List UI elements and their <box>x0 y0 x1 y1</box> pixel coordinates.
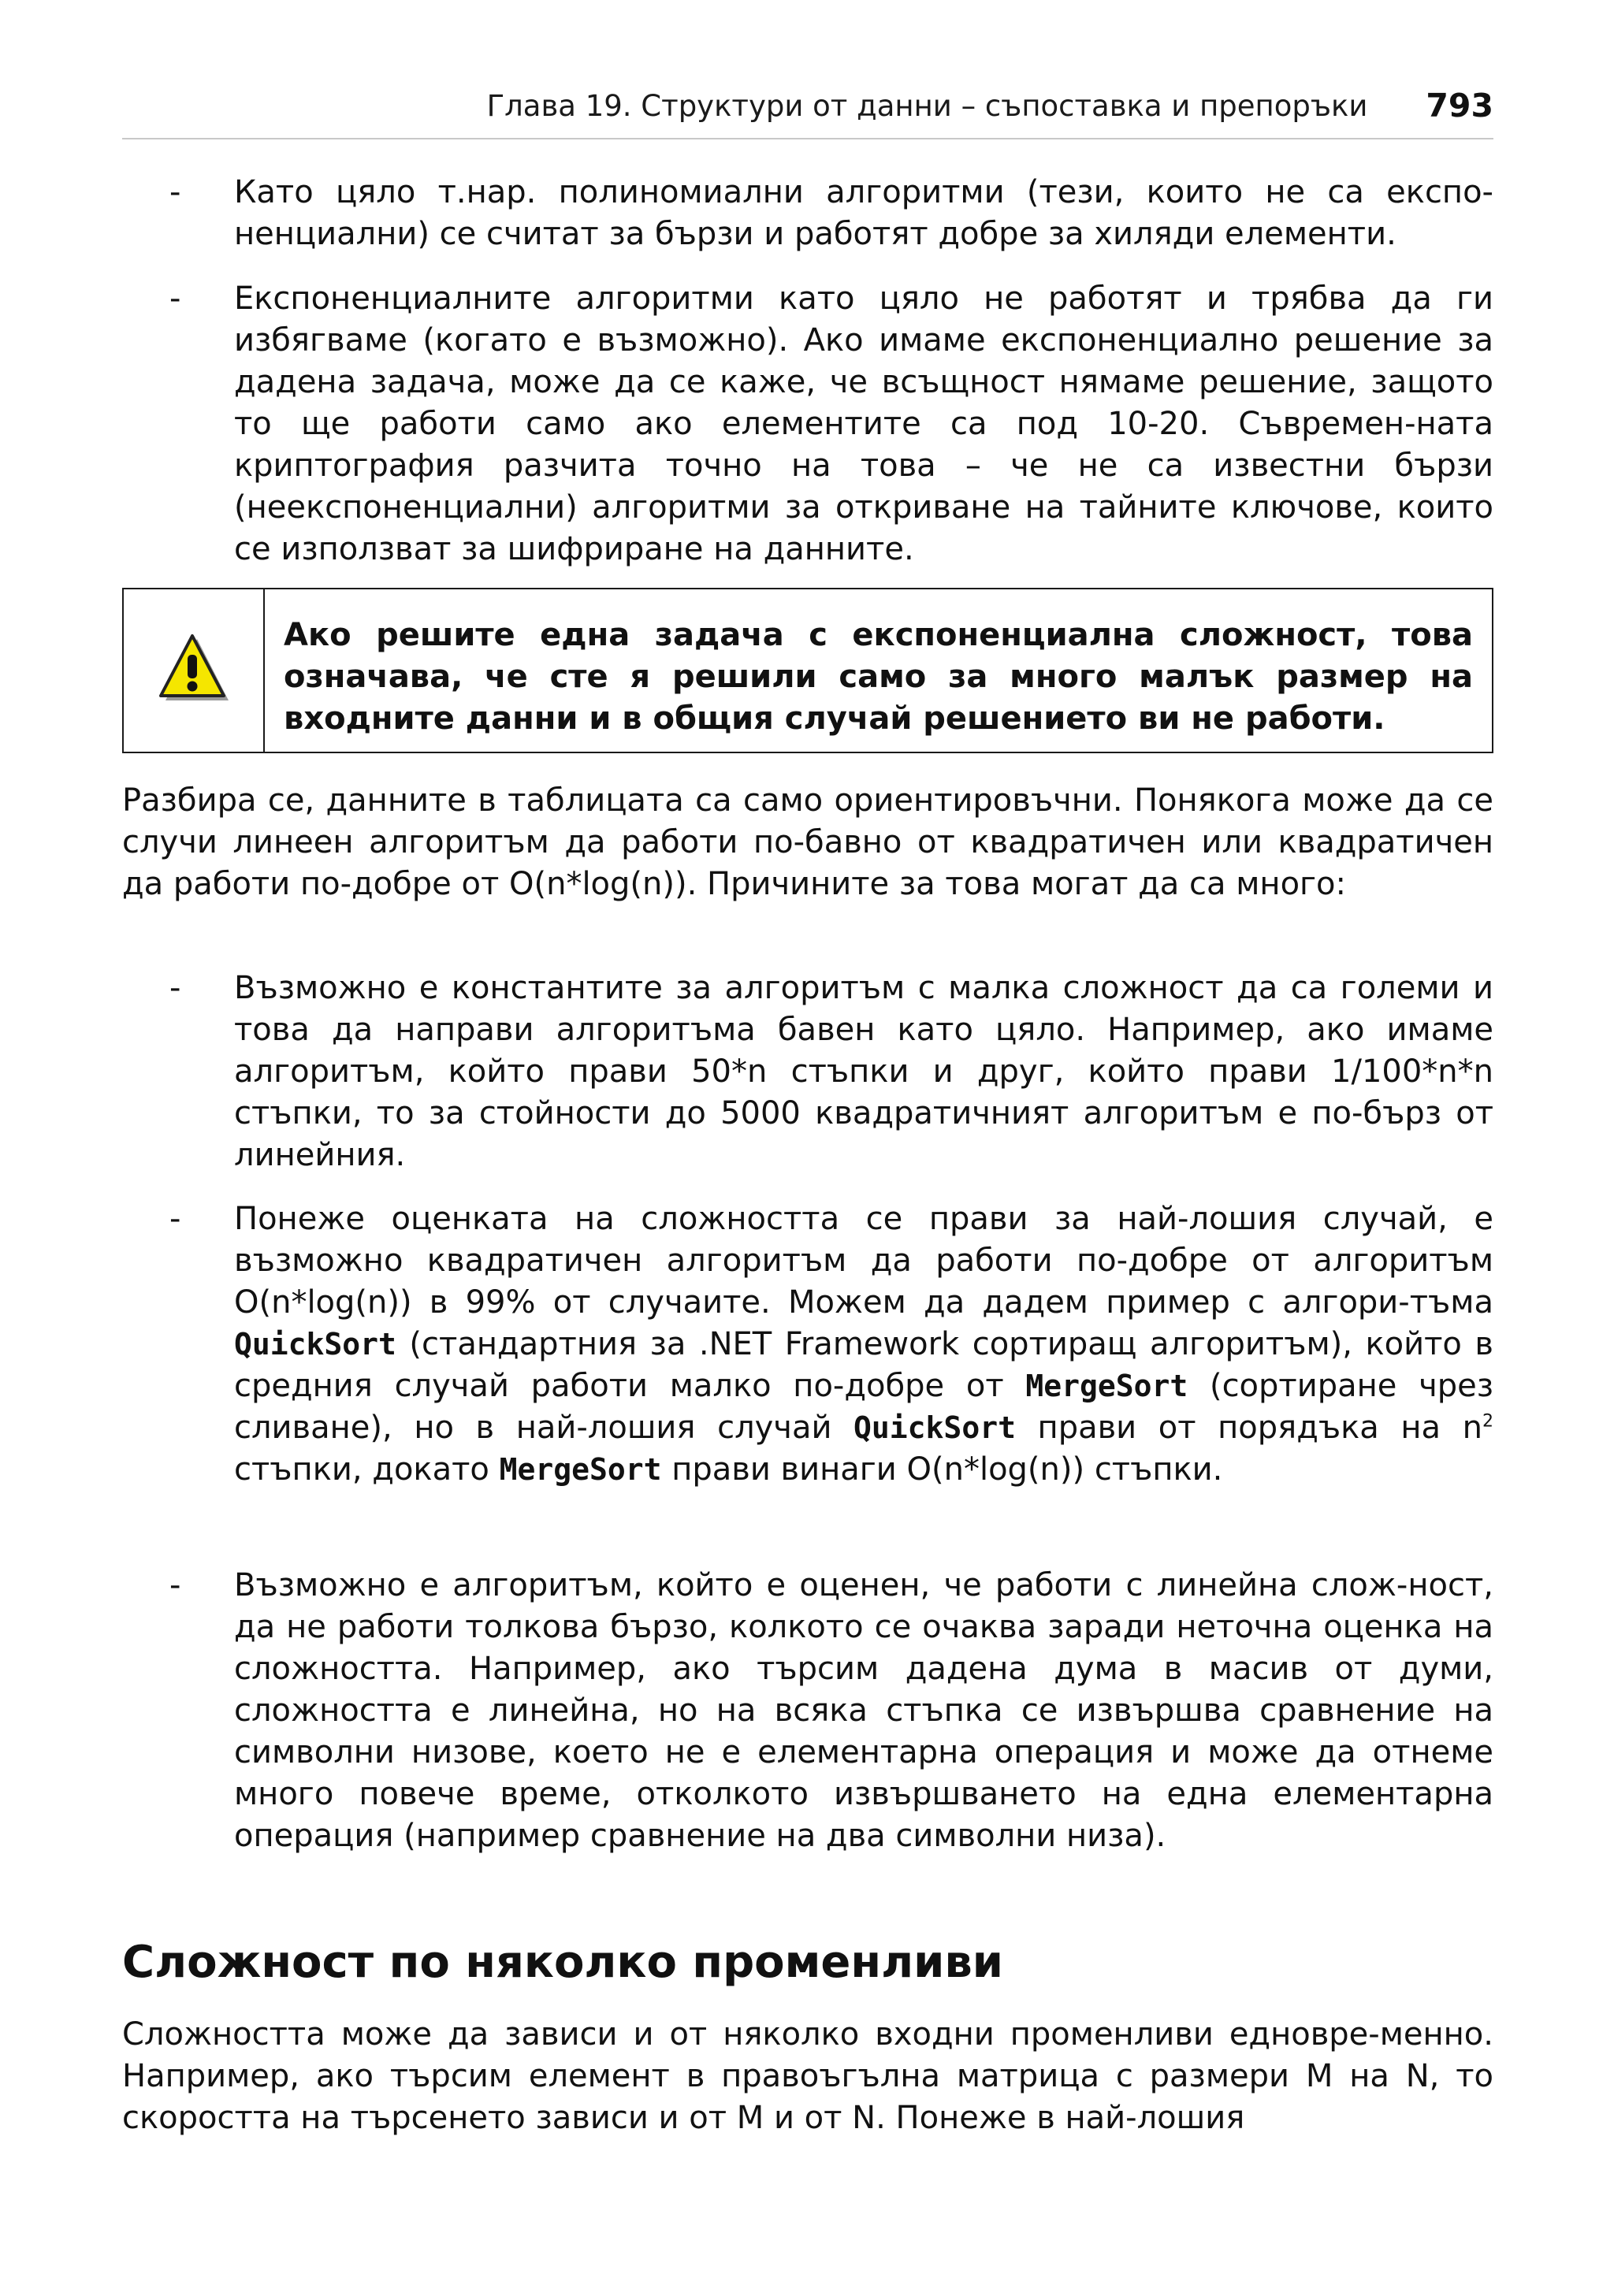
list-item-text <box>234 1198 1493 1491</box>
section-heading: Сложност по няколко променливи <box>122 1937 1004 1988</box>
list-bullet: - <box>169 970 181 1006</box>
text-run: Понеже оценката на сложността се прави за най-лошия случай, е възможно квадратичен алгоритъм да работи по-добре от алгоритъм O(n*log(n)) в 99% от случаите. Можем да дадем пример с алгори-тъма <box>234 1201 1493 1321</box>
text-run: (стандартния за .NET Framework сортиращ алгоритъм), който в средния случай работи малко по-добре от <box>234 1326 1493 1404</box>
code-mergesort: MergeSort <box>499 1452 662 1487</box>
warning-icon <box>154 631 233 710</box>
list-item-text: Възможно е константите за алгоритъм с малка сложност да са големи и това да направи алгоритъма бавен като цяло. Например, ако имаме алгоритъм, който прави 50*n стъпки и друг, който прави 1/100*n*n стъпки, то за стойности до 5000 квадратичният алгоритъм е по-бърз от линейния. <box>234 970 1493 1173</box>
paragraph <box>122 780 1493 905</box>
list-item <box>122 1565 1493 1857</box>
text-run: (сортиране чрез сливане), но в най-лошия случай <box>234 1368 1493 1446</box>
list-item-text: Експоненциалните алгоритми като цяло не работят и трябва да ги избягваме (когато е възможно). Ако имаме експоненциално решение за дадена задача, може да се каже, че всъщност нямаме решение, защото то ще работи само ако елементите са под 10-20. Съвремен-ната криптография разчита точно на това – че не са известни бързи (неекспоненциални) алгоритми за откриване на тайните ключове, които се използват за шифриране на данните. <box>234 280 1493 567</box>
running-header <box>122 79 1493 139</box>
list-item <box>122 278 1493 570</box>
warning-icon-cell <box>124 589 265 752</box>
paragraph <box>122 2014 1493 2139</box>
list-item <box>122 1198 1493 1491</box>
superscript: 2 <box>1482 1411 1493 1432</box>
chapter-title: Глава 19. Структури от данни – съпоставка и препоръки <box>486 89 1368 123</box>
text-run: прави от порядъка на n <box>1015 1410 1482 1446</box>
code-mergesort: MergeSort <box>1025 1369 1188 1403</box>
code-quicksort: QuickSort <box>853 1410 1016 1445</box>
list-item-text: Възможно е алгоритъм, който е оценен, че работи с линейна слож-ност, да не работи толкова бързо, колкото се очаква заради неточна оценка на сложността. Например, ако търсим дадена дума в масив от думи, сложността е линейна, но на всяка стъпка се извършва сравнение на символни низове, което не е елементарна операция и може да отнеме много повече време, отколкото извършването на една елементарна операция (например сравнение на два символни низа). <box>234 1567 1493 1854</box>
list-bullet: - <box>169 1567 181 1603</box>
list-bullet: - <box>169 174 181 210</box>
warning-text-cell <box>265 589 1492 752</box>
page-number: 793 <box>1426 86 1493 124</box>
paragraph-text: Разбира се, данните в таблицата са само ориентировъчни. Понякога може да се случи линеен алгоритъм да работи по-бавно от квадратичен или квадратичен да работи по-добре от O(n*log(n)). Причините за това могат да са много: <box>122 782 1493 902</box>
text-run: стъпки, докато <box>234 1451 500 1488</box>
code-quicksort: QuickSort <box>234 1327 396 1362</box>
list-bullet: - <box>169 280 181 317</box>
text-run: прави винаги O(n*log(n)) стъпки. <box>661 1451 1223 1488</box>
list-item <box>122 968 1493 1176</box>
list-item <box>122 172 1493 255</box>
list-item-text: Като цяло т.нар. полиномиални алгоритми (тези, които не са експо-ненциални) се считат за бързи и работят добре за хиляди елементи. <box>234 174 1493 252</box>
paragraph-text: Сложността може да зависи и от няколко входни променливи едновре-менно. Например, ако търсим елемент в правоъгълна матрица с размери M на N, то скоростта на търсенето зависи и от M и от N. Понеже в най-лошия <box>122 2016 1493 2136</box>
warning-box <box>122 588 1493 753</box>
warning-text: Ако решите една задача с експоненциална сложност, това означава, че сте я решили само за много малък размер на входните данни и в общия случай решението ви не работи. <box>284 617 1473 737</box>
list-bullet: - <box>169 1201 181 1237</box>
